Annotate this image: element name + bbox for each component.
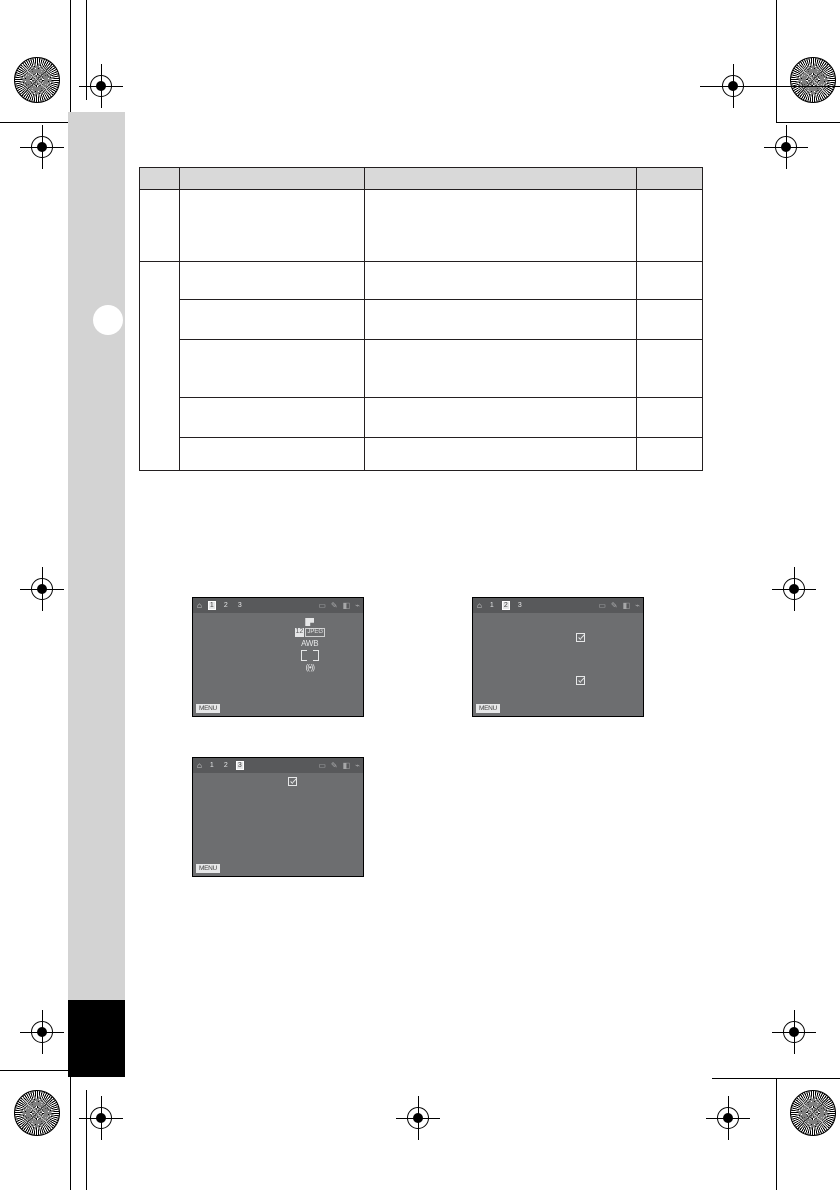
registration-mark-bottom-right xyxy=(706,1096,750,1140)
table-cell xyxy=(180,300,365,340)
quality-level-jpeg-icon: 12 JPEG xyxy=(295,628,323,636)
table-header-row xyxy=(140,168,703,190)
table-header-cell-3 xyxy=(365,168,637,190)
menu-button-chip[interactable]: MENU xyxy=(476,704,500,713)
page-side-band xyxy=(68,112,125,1077)
table-cell-group-label xyxy=(140,262,180,471)
table-cell xyxy=(365,262,637,300)
table-cell xyxy=(365,438,637,471)
table-row xyxy=(140,340,703,398)
table-cell xyxy=(180,262,365,300)
registration-mark-right-lower xyxy=(772,567,816,611)
table-cell xyxy=(637,398,703,438)
menu-button-chip[interactable]: MENU xyxy=(196,864,220,873)
tab-2[interactable]: 2 xyxy=(502,601,510,610)
lcd-menu-row[interactable] xyxy=(473,673,639,688)
tab-1[interactable]: 1 xyxy=(489,602,494,609)
custom-icon[interactable]: ⌁ xyxy=(355,600,360,610)
tab-1[interactable]: 1 xyxy=(208,601,216,610)
table-cell xyxy=(180,190,365,262)
table-row xyxy=(140,300,703,340)
crop-line-top-v xyxy=(70,0,71,122)
crop-line-top-right-h2 xyxy=(776,122,840,123)
crop-line-top-right-h xyxy=(700,86,840,87)
crop-line-top-right-v xyxy=(776,0,777,122)
table-header-cell-4 xyxy=(637,168,703,190)
tab-3[interactable]: 3 xyxy=(236,761,244,770)
halftone-mark-top-right xyxy=(790,57,836,103)
crop-line-bottom-left-h xyxy=(0,1070,70,1071)
table-cell xyxy=(637,340,703,398)
lcd-tab-bar-right-icons xyxy=(318,758,360,773)
registration-mark-right-upper xyxy=(764,125,808,169)
registration-mark-bottom-center xyxy=(396,1096,440,1140)
table-cell xyxy=(637,190,703,262)
crop-line-top-v2 xyxy=(86,0,87,100)
edit-icon[interactable]: ✎ xyxy=(330,760,338,770)
playback-icon[interactable]: ▭ xyxy=(598,600,606,610)
table-cell xyxy=(637,262,703,300)
table-cell xyxy=(140,190,180,262)
custom-icon[interactable]: ⌁ xyxy=(635,600,640,610)
crop-line-bottom-right-v xyxy=(776,1078,777,1190)
halftone-mark-top-left xyxy=(14,57,60,103)
table-row xyxy=(140,398,703,438)
lcd-tab-bar xyxy=(193,598,363,613)
lcd-menu-row[interactable] xyxy=(473,630,639,645)
setup-icon[interactable]: ◧ xyxy=(622,600,631,610)
menu-button-chip[interactable]: MENU xyxy=(196,704,220,713)
registration-mark-left-lower xyxy=(20,567,64,611)
table-cell xyxy=(180,438,365,471)
checkbox-checked-icon[interactable] xyxy=(576,676,585,685)
lcd-menu-item-icons xyxy=(295,618,325,672)
registration-mark-left-upper xyxy=(20,125,64,169)
page-side-band-bullet xyxy=(93,305,123,335)
crop-line-bottom-v2 xyxy=(86,1090,87,1190)
table-cell xyxy=(365,300,637,340)
table-cell xyxy=(637,438,703,471)
table-cell xyxy=(365,340,637,398)
lcd-tab-bar-right-icons xyxy=(318,598,360,613)
lcd-screenshot-rec-menu-tab-2 xyxy=(472,597,644,717)
shake-reduction-icon: ((•)) xyxy=(305,663,314,673)
table-cell xyxy=(180,398,365,438)
tab-2[interactable]: 2 xyxy=(223,762,228,769)
lcd-tab-bar xyxy=(193,758,363,773)
lcd-screenshot-rec-menu-tab-1 xyxy=(192,597,364,717)
setup-icon[interactable]: ◧ xyxy=(342,760,351,770)
table-row xyxy=(140,438,703,471)
table-header-cell-2 xyxy=(180,168,365,190)
lcd-tab-bar-right-icons xyxy=(598,598,640,613)
tab-3[interactable]: 3 xyxy=(517,602,522,609)
checkbox-checked-icon[interactable] xyxy=(288,777,297,786)
page-side-band-tab xyxy=(68,1000,125,1077)
edit-icon[interactable]: ✎ xyxy=(610,600,618,610)
crop-line-top-h xyxy=(0,122,70,123)
recorded-pixels-icon xyxy=(305,618,314,626)
registration-mark-left-bottom xyxy=(20,1010,64,1054)
tab-2[interactable]: 2 xyxy=(223,602,228,609)
lcd-panel xyxy=(193,613,363,716)
table-cell xyxy=(180,340,365,398)
white-balance-label: AWB xyxy=(301,639,319,649)
halftone-mark-bottom-right xyxy=(790,1090,836,1136)
crop-line-bottom-left-v xyxy=(70,1070,71,1190)
playback-icon[interactable]: ▭ xyxy=(318,760,326,770)
camera-icon[interactable]: ⌂ xyxy=(197,600,202,610)
table-cell xyxy=(365,398,637,438)
lcd-menu-rows xyxy=(193,774,359,789)
lcd-screenshot-rec-menu-tab-3 xyxy=(192,757,364,877)
lcd-tab-bar xyxy=(473,598,643,613)
setup-icon[interactable]: ◧ xyxy=(342,600,351,610)
checkbox-checked-icon[interactable] xyxy=(576,633,585,642)
custom-icon[interactable]: ⌁ xyxy=(355,760,360,770)
table-row xyxy=(140,262,703,300)
table-header-cell-1 xyxy=(140,168,180,190)
lcd-menu-rows xyxy=(473,630,639,688)
camera-icon[interactable]: ⌂ xyxy=(477,600,482,610)
camera-icon[interactable]: ⌂ xyxy=(197,760,202,770)
lcd-menu-row[interactable] xyxy=(193,774,359,789)
table-row xyxy=(140,190,703,262)
halftone-mark-bottom-left xyxy=(14,1090,60,1136)
playback-icon[interactable]: ▭ xyxy=(318,600,326,610)
registration-mark-right-bottom xyxy=(772,1010,816,1054)
af-frame-icon xyxy=(301,650,319,661)
table-cell xyxy=(637,300,703,340)
tab-3[interactable]: 3 xyxy=(237,602,242,609)
edit-icon[interactable]: ✎ xyxy=(330,600,338,610)
specification-table xyxy=(139,167,703,471)
tab-1[interactable]: 1 xyxy=(209,762,214,769)
table-cell xyxy=(365,190,637,262)
